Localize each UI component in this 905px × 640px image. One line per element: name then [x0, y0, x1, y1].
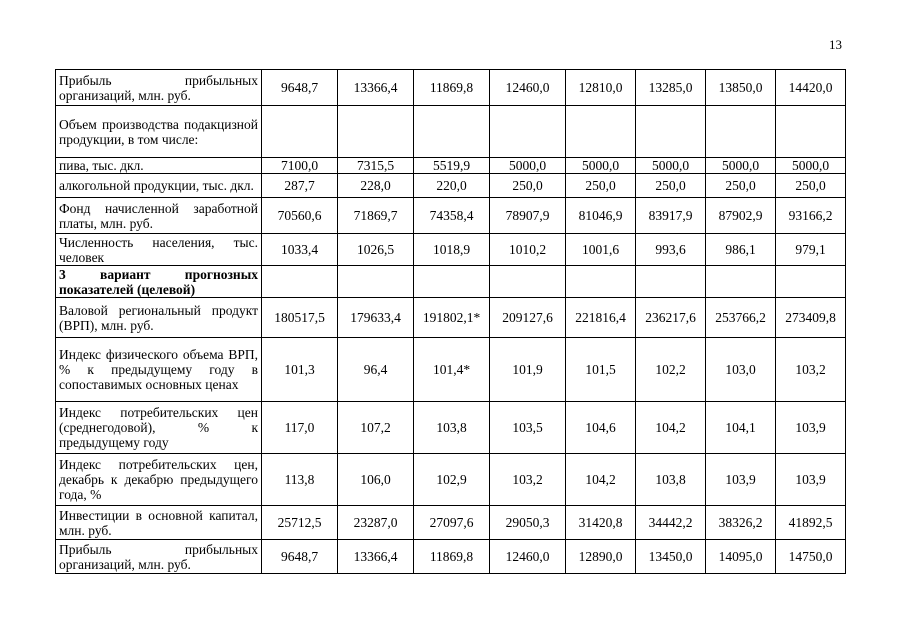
value-cell: 13450,0	[636, 540, 706, 574]
value-cell: 113,8	[262, 454, 338, 506]
table-row	[56, 540, 846, 574]
value-cell: 1010,2	[490, 234, 566, 266]
table-row	[56, 298, 846, 338]
value-cell	[706, 106, 776, 158]
value-cell: 106,0	[338, 454, 414, 506]
value-cell: 31420,8	[566, 506, 636, 540]
value-cell: 104,1	[706, 402, 776, 454]
value-cell: 7100,0	[262, 158, 338, 174]
row-label: Фонд начисленной заработной платы, млн. руб.	[56, 198, 262, 234]
value-cell: 13850,0	[706, 70, 776, 106]
row-label: Прибыль прибыльных организаций, млн. руб.	[56, 70, 262, 106]
row-label: Объем производства подакцизной продукции, в том числе:	[56, 106, 262, 158]
value-cell: 96,4	[338, 338, 414, 402]
value-cell: 11869,8	[414, 70, 490, 106]
value-cell	[262, 266, 338, 298]
value-cell: 25712,5	[262, 506, 338, 540]
value-cell: 5519,9	[414, 158, 490, 174]
value-cell: 5000,0	[706, 158, 776, 174]
value-cell: 102,2	[636, 338, 706, 402]
row-label: пива, тыс. дкл.	[56, 158, 262, 174]
value-cell: 5000,0	[636, 158, 706, 174]
value-cell: 986,1	[706, 234, 776, 266]
value-cell: 27097,6	[414, 506, 490, 540]
value-cell: 74358,4	[414, 198, 490, 234]
value-cell: 104,2	[566, 454, 636, 506]
value-cell: 236217,6	[636, 298, 706, 338]
value-cell: 13285,0	[636, 70, 706, 106]
row-label: Индекс физического объема ВРП, % к предыдущему году в сопоставимых основных ценах	[56, 338, 262, 402]
value-cell: 1026,5	[338, 234, 414, 266]
value-cell: 9648,7	[262, 540, 338, 574]
value-cell: 41892,5	[776, 506, 846, 540]
value-cell	[490, 266, 566, 298]
value-cell: 5000,0	[566, 158, 636, 174]
value-cell: 34442,2	[636, 506, 706, 540]
value-cell: 12460,0	[490, 70, 566, 106]
value-cell: 93166,2	[776, 198, 846, 234]
value-cell	[338, 266, 414, 298]
value-cell: 103,5	[490, 402, 566, 454]
value-cell: 12460,0	[490, 540, 566, 574]
value-cell	[262, 106, 338, 158]
value-cell: 81046,9	[566, 198, 636, 234]
table-row	[56, 174, 846, 198]
value-cell: 13366,4	[338, 70, 414, 106]
value-cell	[636, 266, 706, 298]
table-row	[56, 158, 846, 174]
row-label: алкогольной продукции, тыс. дкл.	[56, 174, 262, 198]
row-label: Численность населения, тыс. человек	[56, 234, 262, 266]
value-cell: 1033,4	[262, 234, 338, 266]
row-label: Валовой региональный продукт (ВРП), млн. руб.	[56, 298, 262, 338]
value-cell	[776, 266, 846, 298]
value-cell: 9648,7	[262, 70, 338, 106]
value-cell	[566, 106, 636, 158]
value-cell: 12890,0	[566, 540, 636, 574]
row-label: 3 вариант прогнозных показателей (целевой)	[56, 266, 262, 298]
value-cell: 209127,6	[490, 298, 566, 338]
value-cell: 23287,0	[338, 506, 414, 540]
value-cell: 117,0	[262, 402, 338, 454]
value-cell: 993,6	[636, 234, 706, 266]
value-cell	[636, 106, 706, 158]
value-cell	[706, 266, 776, 298]
value-cell	[414, 266, 490, 298]
value-cell: 78907,9	[490, 198, 566, 234]
value-cell: 101,4*	[414, 338, 490, 402]
value-cell: 179633,4	[338, 298, 414, 338]
value-cell: 5000,0	[776, 158, 846, 174]
value-cell: 103,8	[636, 454, 706, 506]
value-cell: 103,9	[706, 454, 776, 506]
table-row	[56, 402, 846, 454]
value-cell: 14420,0	[776, 70, 846, 106]
value-cell: 253766,2	[706, 298, 776, 338]
value-cell: 228,0	[338, 174, 414, 198]
value-cell: 250,0	[776, 174, 846, 198]
value-cell: 38326,2	[706, 506, 776, 540]
value-cell	[338, 106, 414, 158]
table-body	[56, 70, 846, 574]
value-cell: 101,5	[566, 338, 636, 402]
value-cell: 87902,9	[706, 198, 776, 234]
value-cell	[490, 106, 566, 158]
value-cell: 102,9	[414, 454, 490, 506]
row-label: Индекс потребительских цен (среднегодовой), % к предыдущему году	[56, 402, 262, 454]
value-cell: 71869,7	[338, 198, 414, 234]
value-cell: 103,2	[776, 338, 846, 402]
value-cell: 12810,0	[566, 70, 636, 106]
forecast-indicators-table	[55, 69, 846, 574]
value-cell: 273409,8	[776, 298, 846, 338]
value-cell: 107,2	[338, 402, 414, 454]
value-cell: 103,8	[414, 402, 490, 454]
table-row	[56, 198, 846, 234]
table-row	[56, 338, 846, 402]
value-cell: 103,2	[490, 454, 566, 506]
value-cell: 103,9	[776, 454, 846, 506]
table-row	[56, 506, 846, 540]
value-cell: 103,9	[776, 402, 846, 454]
row-label: Инвестиции в основной капитал, млн. руб.	[56, 506, 262, 540]
value-cell: 13366,4	[338, 540, 414, 574]
value-cell: 101,9	[490, 338, 566, 402]
value-cell: 101,3	[262, 338, 338, 402]
value-cell: 1001,6	[566, 234, 636, 266]
value-cell: 14095,0	[706, 540, 776, 574]
row-label: Прибыль прибыльных организаций, млн. руб.	[56, 540, 262, 574]
value-cell: 979,1	[776, 234, 846, 266]
value-cell	[776, 106, 846, 158]
table-row	[56, 234, 846, 266]
value-cell: 104,2	[636, 402, 706, 454]
value-cell: 250,0	[636, 174, 706, 198]
value-cell: 14750,0	[776, 540, 846, 574]
value-cell: 7315,5	[338, 158, 414, 174]
value-cell: 191802,1*	[414, 298, 490, 338]
value-cell: 5000,0	[490, 158, 566, 174]
row-label: Индекс потребительских цен, декабрь к декабрю предыдущего года, %	[56, 454, 262, 506]
value-cell: 104,6	[566, 402, 636, 454]
table-row	[56, 70, 846, 106]
value-cell	[414, 106, 490, 158]
value-cell: 70560,6	[262, 198, 338, 234]
value-cell: 221816,4	[566, 298, 636, 338]
value-cell: 250,0	[566, 174, 636, 198]
value-cell: 220,0	[414, 174, 490, 198]
page-number: 13	[829, 37, 842, 52]
value-cell: 11869,8	[414, 540, 490, 574]
value-cell: 103,0	[706, 338, 776, 402]
table-row	[56, 266, 846, 298]
value-cell: 250,0	[490, 174, 566, 198]
value-cell: 180517,5	[262, 298, 338, 338]
value-cell: 1018,9	[414, 234, 490, 266]
value-cell: 250,0	[706, 174, 776, 198]
table-row	[56, 454, 846, 506]
value-cell: 83917,9	[636, 198, 706, 234]
value-cell	[566, 266, 636, 298]
value-cell: 287,7	[262, 174, 338, 198]
table-row	[56, 106, 846, 158]
value-cell: 29050,3	[490, 506, 566, 540]
